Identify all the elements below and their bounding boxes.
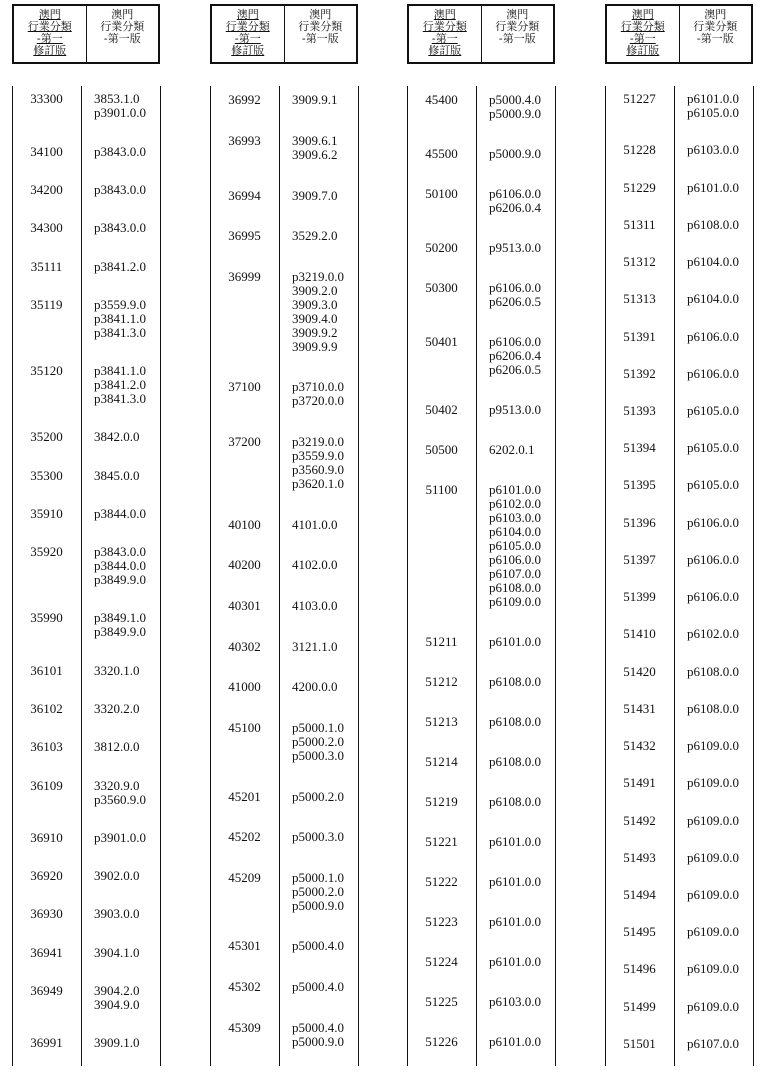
- new-codes: p6104.0.0: [687, 254, 739, 270]
- new-codes: p6108.0.0: [489, 674, 541, 690]
- old-code: 51211: [425, 634, 458, 650]
- old-code: 51392: [623, 365, 656, 381]
- new-codes: 3842.0.0: [94, 429, 140, 445]
- old-code: 51222: [425, 874, 458, 890]
- new-codes: p6105.0.0: [687, 402, 739, 418]
- new-codes: 4200.0.0: [292, 679, 338, 695]
- new-codes: p3219.0.0 p3559.9.0 p3560.9.0 p3620.1.0: [292, 434, 344, 492]
- new-codes: 3903.0.0: [94, 906, 140, 922]
- new-codes: p6109.0.0: [687, 812, 739, 828]
- new-codes: p6107.0.0: [687, 1035, 739, 1051]
- old-code: 51431: [623, 700, 656, 716]
- new-codes: p6105.0.0: [687, 440, 739, 456]
- old-code: 50300: [425, 280, 458, 296]
- old-code: 33300: [30, 91, 63, 107]
- new-codes: p9513.0.0: [489, 402, 541, 418]
- old-code: 36101: [30, 662, 63, 678]
- old-code: 35920: [30, 544, 63, 560]
- header-new-classification: 澳門 行業分類 -第一版: [679, 6, 752, 62]
- old-code: 51212: [425, 674, 458, 690]
- new-codes: p5000.4.0 p5000.9.0: [489, 92, 541, 122]
- new-codes: p3844.0.0: [94, 505, 146, 521]
- old-code: 51395: [623, 477, 656, 493]
- old-code: 51224: [425, 954, 458, 970]
- old-code: 51225: [425, 994, 458, 1010]
- new-codes: p3841.1.0 p3841.2.0 p3841.3.0: [94, 363, 146, 407]
- old-code: 36109: [30, 777, 63, 793]
- new-codes: p6106.0.0 p6206.0.4 p6206.0.5: [489, 334, 541, 378]
- new-codes: p5000.9.0: [489, 146, 541, 162]
- new-codes: p5000.4.0: [292, 938, 344, 954]
- new-codes: p3219.0.0 3909.2.0 3909.3.0 3909.4.0 3909.9.2 3909.9.9: [292, 268, 344, 354]
- new-codes: p3559.9.0 p3841.1.0 p3841.3.0: [94, 296, 146, 340]
- old-code: 45500: [425, 146, 458, 162]
- new-codes: p3710.0.0 p3720.0.0: [292, 379, 344, 409]
- old-code: 36910: [30, 829, 63, 845]
- old-code: 51491: [623, 775, 656, 791]
- old-code: 35990: [30, 610, 63, 626]
- new-codes: p3843.0.0: [94, 182, 146, 198]
- old-code: 51495: [623, 924, 656, 940]
- new-codes: p6108.0.0: [687, 700, 739, 716]
- new-codes: 3909.9.1: [292, 92, 338, 108]
- old-code: 36941: [30, 944, 63, 960]
- new-codes: 6202.0.1: [489, 442, 535, 458]
- new-codes: p6106.0.0: [687, 514, 739, 530]
- old-code: 35300: [30, 467, 63, 483]
- old-code: 51493: [623, 849, 656, 865]
- header-new-classification: 澳門 行業分類 -第一版: [284, 6, 357, 62]
- old-code: 40301: [228, 598, 261, 613]
- old-code: 34100: [30, 143, 63, 159]
- new-codes: p5000.1.0 p5000.2.0 p5000.3.0: [292, 719, 344, 763]
- old-code: 51229: [623, 179, 656, 195]
- old-code: 36102: [30, 701, 63, 717]
- old-code: 51221: [425, 834, 458, 850]
- new-codes: p6101.0.0: [489, 834, 541, 850]
- new-codes: p5000.3.0: [292, 829, 344, 845]
- new-codes: p3843.0.0 p3844.0.0 p3849.9.0: [94, 544, 146, 588]
- new-codes: 3320.2.0: [94, 701, 140, 717]
- old-code: 40100: [228, 516, 261, 532]
- new-codes: 4101.0.0: [292, 516, 338, 532]
- new-codes: p6101.0.0: [489, 874, 541, 890]
- old-code: 36992: [228, 92, 261, 108]
- new-codes: p6106.0.0: [687, 328, 739, 344]
- old-code: 34200: [30, 182, 63, 198]
- new-codes: p6104.0.0: [687, 291, 739, 307]
- column-rule: [674, 86, 675, 1066]
- old-code: 51391: [623, 328, 656, 344]
- new-codes: p6109.0.0: [687, 886, 739, 902]
- new-codes: p6109.0.0: [687, 998, 739, 1014]
- column-header: [407, 4, 555, 64]
- old-code: 50401: [425, 334, 458, 350]
- new-codes: 3121.1.0: [292, 638, 338, 654]
- old-code: 51313: [623, 291, 656, 307]
- header-new-classification: 澳門 行業分類 -第一版: [481, 6, 554, 62]
- old-code: 45201: [228, 788, 261, 804]
- new-codes: 3909.1.0: [94, 1035, 140, 1051]
- old-code: 51494: [623, 886, 656, 902]
- column-rule: [279, 86, 280, 1066]
- old-code: 50402: [425, 402, 458, 418]
- old-code: 51100: [425, 482, 458, 498]
- new-codes: p6103.0.0: [687, 142, 739, 158]
- old-code: 41000: [228, 679, 261, 695]
- new-codes: p6106.0.0 p6206.0.5: [489, 280, 541, 310]
- new-codes: 3904.2.0 3904.9.0: [94, 982, 140, 1012]
- new-codes: 3902.0.0: [94, 868, 140, 884]
- old-code: 45302: [228, 979, 261, 995]
- header-new-classification: 澳門 行業分類 -第一版: [86, 6, 159, 62]
- old-code: 51496: [623, 961, 656, 977]
- old-code: 51397: [623, 551, 656, 567]
- column-rule: [476, 86, 477, 1066]
- old-code: 36949: [30, 982, 63, 998]
- old-code: 51499: [623, 998, 656, 1014]
- old-code: 37200: [228, 434, 261, 450]
- column-rule: [753, 86, 754, 1066]
- new-codes: p6108.0.0: [489, 794, 541, 810]
- new-codes: p6106.0.0 p6206.0.4: [489, 186, 541, 216]
- new-codes: 3320.9.0 p3560.9.0: [94, 777, 146, 807]
- new-codes: p6105.0.0: [687, 477, 739, 493]
- new-codes: p6101.0.0: [489, 634, 541, 650]
- old-code: 51219: [425, 794, 458, 810]
- new-codes: p6109.0.0: [687, 849, 739, 865]
- new-codes: p6109.0.0: [687, 775, 739, 791]
- new-codes: p6109.0.0: [687, 738, 739, 754]
- new-codes: p6101.0.0: [489, 914, 541, 930]
- old-code: 51420: [623, 663, 656, 679]
- old-code: 45301: [228, 938, 261, 954]
- column-rule: [358, 86, 359, 1066]
- old-code: 45309: [228, 1019, 261, 1035]
- old-code: 36920: [30, 868, 63, 884]
- new-codes: p5000.4.0 p5000.9.0: [292, 1019, 344, 1049]
- old-code: 35111: [30, 258, 63, 274]
- new-codes: p6108.0.0: [687, 663, 739, 679]
- new-codes: 3320.1.0: [94, 662, 140, 678]
- old-code: 45400: [425, 92, 458, 108]
- old-code: 51227: [623, 91, 656, 107]
- column-rule: [81, 86, 82, 1066]
- new-codes: p5000.4.0: [292, 979, 344, 995]
- old-code: 35119: [30, 296, 63, 312]
- new-codes: 3845.0.0: [94, 467, 140, 483]
- column-header: [12, 4, 160, 64]
- new-codes: p3901.0.0: [94, 829, 146, 845]
- old-code: 51492: [623, 812, 656, 828]
- new-codes: p6109.0.0: [687, 924, 739, 940]
- old-code: 51226: [425, 1034, 458, 1050]
- old-code: 35120: [30, 363, 63, 379]
- old-code: 36994: [228, 187, 261, 203]
- old-code: 50200: [425, 240, 458, 256]
- new-codes: p6101.0.0: [687, 179, 739, 195]
- column-rule: [160, 86, 161, 1066]
- new-codes: p6108.0.0: [489, 714, 541, 730]
- old-code: 35200: [30, 429, 63, 445]
- old-code: 35910: [30, 505, 63, 521]
- old-code: 37100: [228, 379, 261, 395]
- old-code: 51399: [623, 589, 656, 605]
- new-codes: p6101.0.0 p6102.0.0 p6103.0.0 p6104.0.0 p6105.0.0 p6106.0.0 p6107.0.0 p6108.0.0 p6109.0.0: [489, 482, 541, 610]
- new-codes: 3909.7.0: [292, 187, 338, 203]
- new-codes: p6101.0.0: [489, 954, 541, 970]
- new-codes: p6108.0.0: [687, 216, 739, 232]
- old-code: 36993: [228, 132, 261, 148]
- header-old-classification: 澳門 行業分類 -第一 修訂版: [620, 8, 665, 57]
- new-codes: 3909.6.1 3909.6.2: [292, 132, 338, 162]
- new-codes: p6106.0.0: [687, 365, 739, 381]
- old-code: 36995: [228, 228, 261, 244]
- new-codes: 4102.0.0: [292, 557, 338, 573]
- new-codes: p6103.0.0: [489, 994, 541, 1010]
- header-old-classification: 澳門 行業分類 -第一 修訂版: [422, 8, 467, 57]
- new-codes: p6101.0.0: [489, 1034, 541, 1050]
- new-codes: p6102.0.0: [687, 626, 739, 642]
- old-code: 51432: [623, 738, 656, 754]
- old-code: 51228: [623, 142, 656, 158]
- header-old-classification: 澳門 行業分類 -第一 修訂版: [27, 8, 72, 57]
- new-codes: p6106.0.0: [687, 551, 739, 567]
- new-codes: p3843.0.0: [94, 220, 146, 236]
- column-rule: [555, 86, 556, 1066]
- old-code: 50100: [425, 186, 458, 202]
- old-code: 51396: [623, 514, 656, 530]
- old-code: 34300: [30, 220, 63, 236]
- old-code: 51312: [623, 254, 656, 270]
- old-code: 51410: [623, 626, 656, 642]
- new-codes: p3849.1.0 p3849.9.0: [94, 610, 146, 640]
- new-codes: 3853.1.0 p3901.0.0: [94, 91, 146, 121]
- column-rule: [605, 86, 606, 1066]
- old-code: 51394: [623, 440, 656, 456]
- new-codes: p6101.0.0 p6105.0.0: [687, 91, 739, 121]
- new-codes: 4103.0.0: [292, 598, 338, 613]
- old-code: 45100: [228, 719, 261, 735]
- old-code: 36930: [30, 906, 63, 922]
- old-code: 51214: [425, 754, 458, 770]
- new-codes: p6106.0.0: [687, 589, 739, 605]
- old-code: 36103: [30, 739, 63, 755]
- column-header: [210, 4, 358, 64]
- old-code: 36991: [30, 1035, 63, 1051]
- old-code: 51223: [425, 914, 458, 930]
- old-code: 51501: [623, 1035, 656, 1051]
- new-codes: 3812.0.0: [94, 739, 140, 755]
- old-code: 51311: [623, 216, 656, 232]
- old-code: 40302: [228, 638, 261, 654]
- old-code: 45202: [228, 829, 261, 845]
- new-codes: p6109.0.0: [687, 961, 739, 977]
- new-codes: 3529.2.0: [292, 228, 338, 244]
- old-code: 50500: [425, 442, 458, 458]
- old-code: 51393: [623, 402, 656, 418]
- column-header: [605, 4, 753, 64]
- new-codes: p5000.2.0: [292, 788, 344, 804]
- old-code: 51213: [425, 714, 458, 730]
- new-codes: p3843.0.0: [94, 143, 146, 159]
- new-codes: p5000.1.0 p5000.2.0 p5000.9.0: [292, 869, 344, 913]
- old-code: 36999: [228, 268, 261, 284]
- header-old-classification: 澳門 行業分類 -第一 修訂版: [225, 8, 270, 57]
- new-codes: p9513.0.0: [489, 240, 541, 256]
- new-codes: 3904.1.0: [94, 944, 140, 960]
- old-code: 40200: [228, 557, 261, 573]
- new-codes: p6108.0.0: [489, 754, 541, 770]
- old-code: 45209: [228, 869, 261, 885]
- new-codes: p3841.2.0: [94, 258, 146, 274]
